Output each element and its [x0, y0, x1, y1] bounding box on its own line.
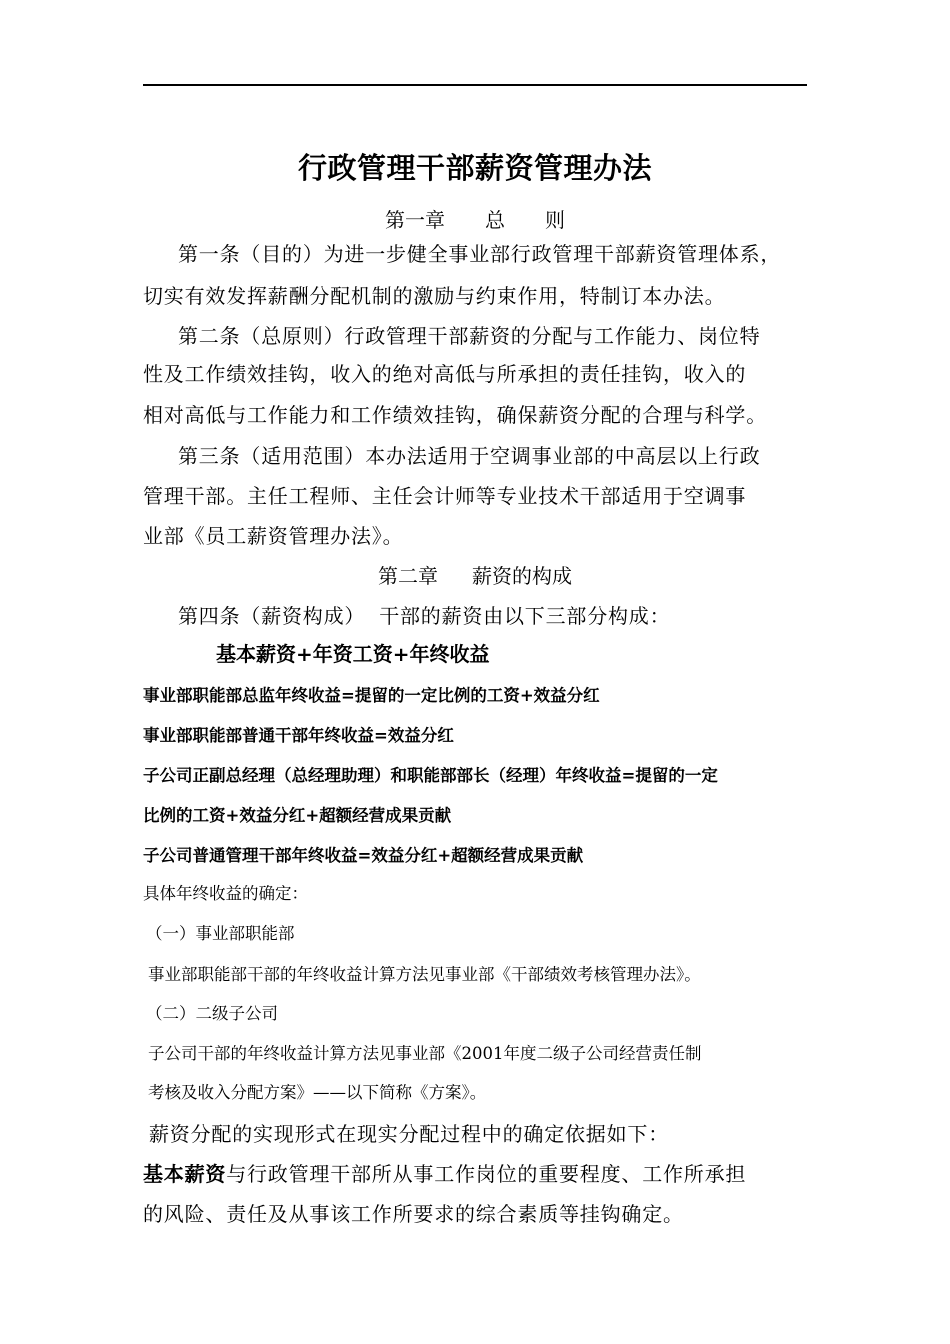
section-1-text: 事业部职能部干部的年终收益计算方法见事业部《干部绩效考核管理办法》。	[148, 965, 701, 984]
rule-line-3: 子公司正副总经理（总经理助理）和职能部部长（经理）年终收益=提留的一定	[143, 766, 718, 785]
rule-line-1: 事业部职能部总监年终收益=提留的一定比例的工资+效益分红	[143, 686, 600, 705]
rule-line-4: 比例的工资+效益分红+超额经营成果贡献	[143, 806, 452, 825]
rule-line-2: 事业部职能部普通干部年终收益=效益分红	[143, 726, 454, 745]
chapter-1-name: 总 则	[485, 208, 565, 232]
article-2-line-3: 相对高低与工作能力和工作绩效挂钩，确保薪资分配的合理与科学。	[143, 403, 767, 427]
base-salary-term: 基本薪资	[143, 1162, 227, 1186]
section-2-heading: （二）二级子公司	[146, 1004, 278, 1023]
article-3-line-1: 第三条（适用范围）本办法适用于空调事业部的中高层以上行政	[178, 444, 761, 468]
section-2-line-2: 考核及收入分配方案》——以下简称《方案》。	[148, 1083, 487, 1102]
article-3-line-3: 业部《员工薪资管理办法》。	[143, 524, 404, 548]
document-title: 行政管理干部薪资管理办法	[297, 151, 652, 185]
section-1-heading: （一）事业部职能部	[146, 924, 295, 943]
header-rule	[143, 84, 807, 86]
chapter-1-heading	[0, 204, 950, 233]
base-salary-line-1: 基本薪资与行政管理干部所从事工作岗位的重要程度、工作所承担	[143, 1162, 747, 1186]
article-2-line-1: 第二条（总原则）行政管理干部薪资的分配与工作能力、岗位特	[178, 324, 761, 348]
base-salary-line-2: 的风险、责任及从事该工作所要求的综合素质等挂钩确定。	[143, 1202, 684, 1226]
article-3-line-2: 管理干部。主任工程师、主任会计师等专业技术干部适用于空调事	[143, 484, 747, 508]
article-2-heading: 第二条（总原则）	[178, 324, 345, 348]
article-4-heading: 第四条（薪资构成）	[178, 604, 366, 628]
article-1-line-2: 切实有效发挥薪酬分配机制的激励与约束作用，特制订本办法。	[143, 284, 726, 308]
chapter-2-heading	[0, 560, 950, 589]
chapter-1-number: 第一章	[385, 208, 445, 232]
chapter-2-number: 第二章	[378, 564, 438, 588]
article-1-line-1: 第一条（目的）为进一步健全事业部行政管理干部薪资管理体系，	[178, 242, 782, 266]
detail-intro: 具体年终收益的确定：	[143, 884, 308, 903]
basis-intro: 薪资分配的实现形式在现实分配过程中的确定依据如下：	[149, 1122, 669, 1146]
section-2-line-1: 子公司干部的年终收益计算方法见事业部《2001年度二级子公司经营责任制	[148, 1044, 702, 1063]
salary-formula: 基本薪资+年资工资+年终收益	[216, 642, 490, 666]
article-2-line-2: 性及工作绩效挂钩，收入的绝对高低与所承担的责任挂钩，收入的	[143, 362, 747, 386]
article-4-line-1: 第四条（薪资构成） 干部的薪资由以下三部分构成：	[178, 604, 671, 628]
article-1-heading: 第一条（目的）	[178, 242, 324, 266]
chapter-2-name: 薪资的构成	[472, 564, 572, 588]
article-3-heading: 第三条（适用范围）	[178, 444, 366, 468]
rule-line-5: 子公司普通管理干部年终收益=效益分红+超额经营成果贡献	[143, 846, 584, 865]
